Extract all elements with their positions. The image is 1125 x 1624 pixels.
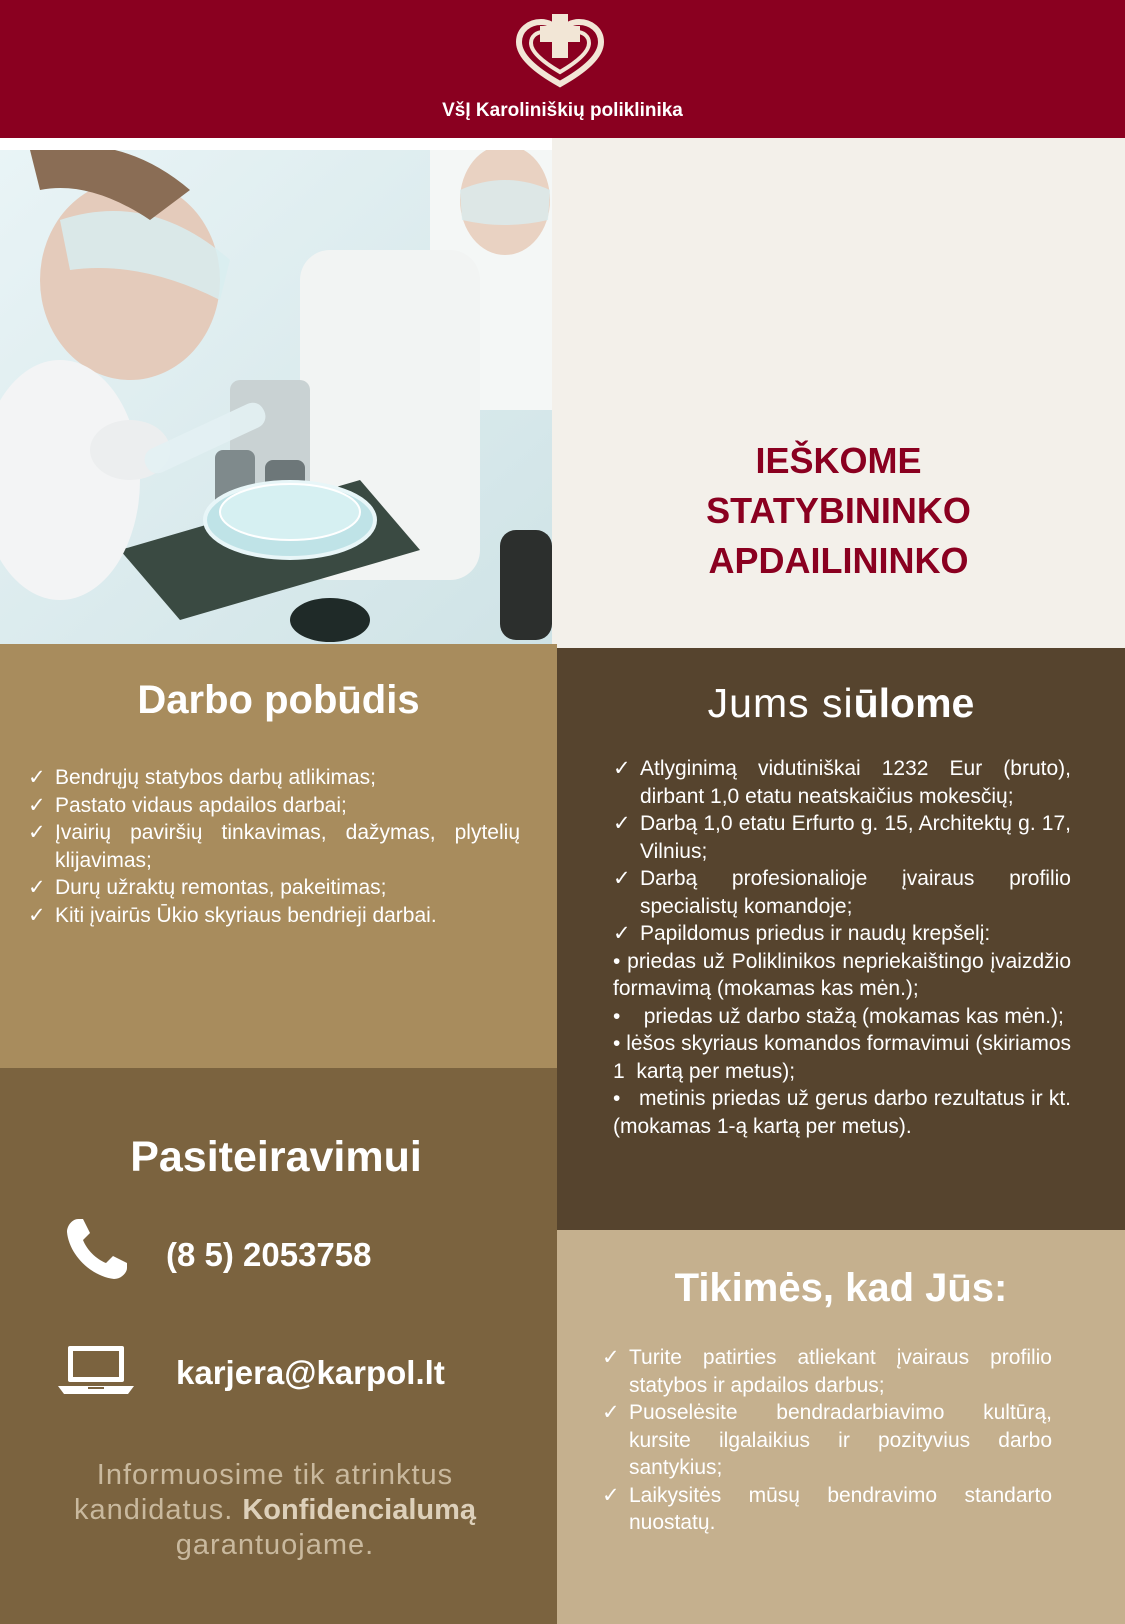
list-item: ✓ Atlyginimą vidutiniškai 1232 Eur (bruto), dirbant 1,0 etatu neatskaičius mokesčių;: [613, 757, 1071, 808]
contact-section: [0, 1068, 557, 1624]
check-icon: ✓: [602, 1346, 620, 1369]
laptop-icon: [58, 1344, 134, 1396]
check-icon: ✓: [28, 821, 46, 844]
bonus-item: • priedas už darbo stažą (mokamas kas mėn.);: [613, 1004, 1064, 1028]
offer-section: [557, 648, 1125, 1230]
check-icon: ✓: [602, 1401, 620, 1424]
check-icon: ✓: [613, 867, 631, 890]
check-icon: ✓: [28, 876, 46, 899]
check-icon: ✓: [28, 766, 46, 789]
list-item: ✓ Pastato vidaus apdailos darbai;: [28, 792, 520, 820]
job-title: [552, 436, 1125, 586]
bonus-item: • lėšos skyriaus komandos formavimui (skiriamos 1 kartą per metus);: [613, 1032, 1077, 1083]
requirements-list: [602, 1344, 1052, 1537]
heart-cross-logo: [515, 12, 605, 88]
check-icon: ✓: [613, 922, 631, 945]
phone-number[interactable]: (8 5) 2053758: [166, 1236, 372, 1273]
confidentiality-note: Informuosime tik atrinktus kandidatus. Konfidencialumą garantuojame.: [73, 1459, 477, 1561]
requirements-heading: Tikimės, kad Jūs:: [674, 1266, 1008, 1310]
check-icon: ✓: [613, 757, 631, 780]
job-duties-section: [0, 644, 557, 1068]
list-item: ✓ Darbą profesionalioje įvairaus profilio specialistų komandoje;: [613, 867, 1071, 918]
lab-photo: [0, 150, 552, 644]
list-item: ✓ Darbą 1,0 etatu Erfurto g. 15, Architektų g. 17, Vilnius;: [613, 812, 1071, 863]
list-item: ✓ Durų užraktų remontas, pakeitimas;: [28, 874, 520, 902]
organization-name: VšĮ Karoliniškių poliklinika: [442, 100, 683, 121]
bonus-item: • metinis priedas už gerus darbo rezultatus ir kt. (mokamas 1-ą kartą per metus).: [613, 1087, 1077, 1138]
list-item: ✓ Kiti įvairūs Ūkio skyriaus bendrieji darbai.: [28, 902, 520, 930]
job-duties-heading: Darbo pobūdis: [137, 678, 420, 722]
header-bar: [0, 0, 1125, 138]
offer-list: [613, 755, 1077, 1140]
title-panel: [552, 138, 1125, 648]
check-icon: ✓: [28, 793, 46, 817]
job-duties-list: [28, 764, 520, 929]
check-icon: ✓: [28, 903, 46, 927]
job-title-line-3: APDAILININKO: [708, 540, 969, 581]
job-title-line-2: STATYBININKO: [706, 490, 971, 531]
list-item: ✓ Laikysitės mūsų bendravimo standarto nuostatų.: [602, 1483, 1052, 1534]
bonus-item: • priedas už Poliklinikos nepriekaištingo įvaizdžio formavimą (mokamas kas mėn.);: [613, 949, 1077, 1000]
check-icon: ✓: [613, 812, 631, 835]
list-item: ✓ Puoselėsite bendradarbiavimo kultūrą, kursite ilgalaikius ir pozityvius darbo santykius;: [602, 1401, 1052, 1479]
requirements-section: [557, 1230, 1125, 1624]
list-item: ✓ Įvairių paviršių tinkavimas, dažymas, plytelių klijavimas;: [28, 821, 520, 872]
job-title-line-1: IEŠKOME: [755, 440, 922, 481]
phone-icon: [64, 1216, 130, 1282]
list-item: ✓ Bendrųjų statybos darbų atlikimas;: [28, 764, 520, 792]
email-link[interactable]: karjera@karpol.lt: [176, 1354, 445, 1391]
check-icon: ✓: [602, 1483, 620, 1507]
list-item: ✓ Papildomus priedus ir naudų krepšelį:: [613, 920, 1071, 948]
offer-heading: Jums siūlome: [707, 680, 975, 726]
list-item: ✓ Turite patirties atliekant įvairaus profilio statybos ir apdailos darbus;: [602, 1346, 1052, 1397]
contact-heading: Pasiteiravimui: [130, 1133, 422, 1181]
